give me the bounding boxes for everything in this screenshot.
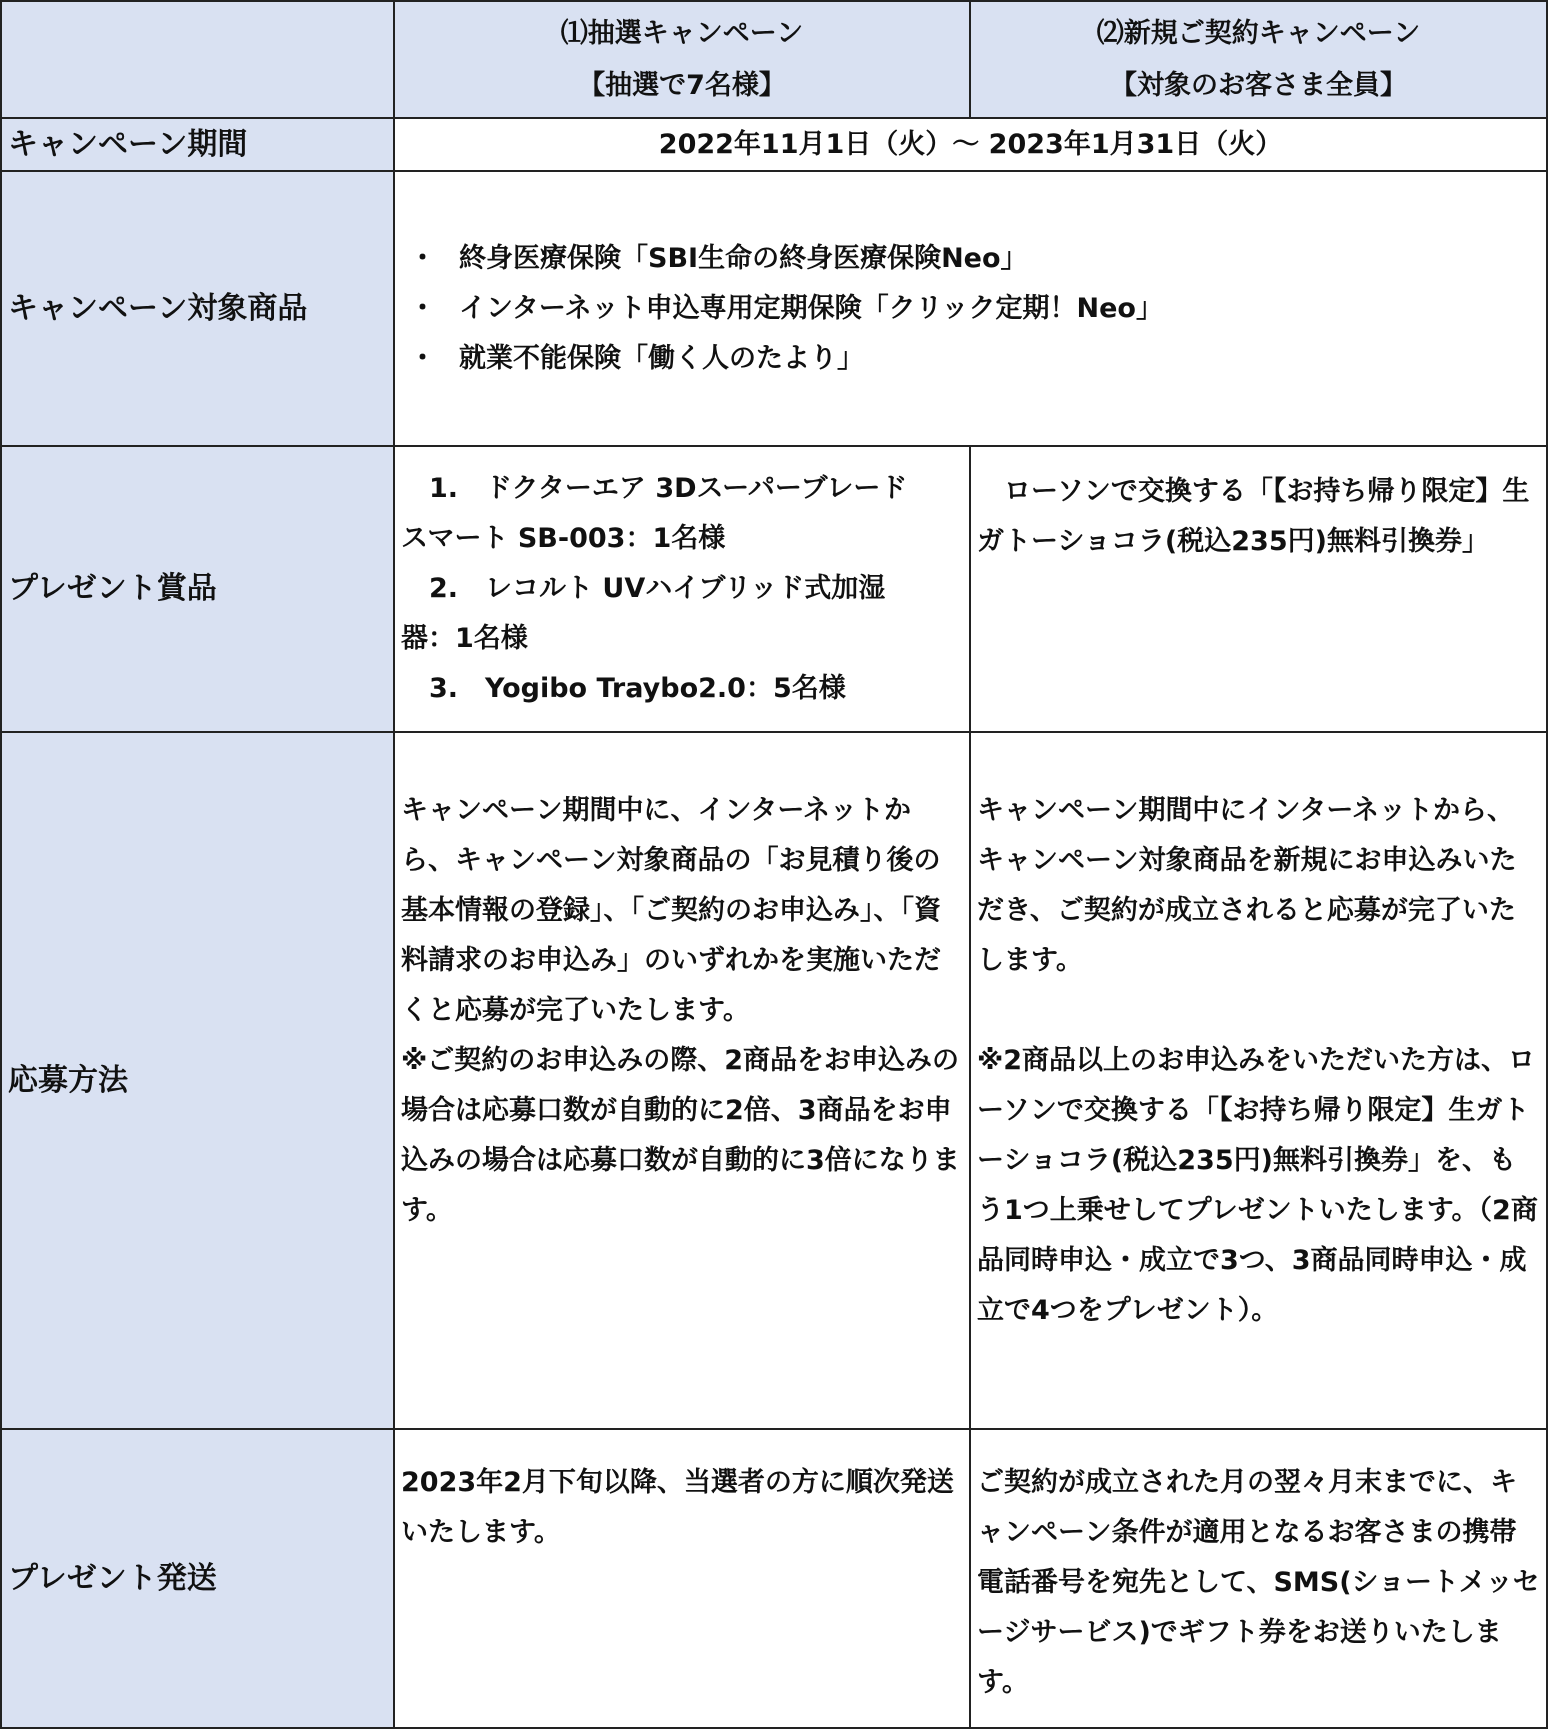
prize-item: 3. Yogibo Traybo2.0：5名様	[429, 673, 846, 704]
period-row	[1, 118, 1547, 171]
shipping-lottery-cell: 2023年2月下旬以降、当選者の方に順次発送いたします。	[394, 1429, 970, 1728]
products-list-item: ・ インターネット申込専用定期保険「クリック定期！Neo」	[409, 292, 1163, 324]
shipping-label: プレゼント発送	[1, 1429, 394, 1728]
products-list-item: ・ 終身医療保険「SBI生命の終身医療保険Neo」	[409, 242, 1028, 274]
entry-row	[1, 732, 1547, 1429]
header-new-contract-subtitle: 【対象のお客さま全員】	[1110, 69, 1407, 101]
prize-item-continued: 器：1名様	[401, 623, 528, 654]
prize-item: 2. レコルト UVハイブリッド式加湿	[429, 573, 886, 604]
header-empty-cell	[1, 1, 394, 118]
prizes-lottery-cell	[394, 446, 970, 732]
header-row	[1, 1, 1547, 118]
header-lottery-title: ⑴抽選キャンペーン	[560, 17, 804, 49]
entry-lottery-cell: キャンペーン期間中に、インターネットから、キャンペーン対象商品の「お見積り後の基本情報の登録」、「ご契約のお申込み」、「資料請求のお申込み」のいずれかを実施いただくと応募が完了いたします。 ※ご契約のお申込みの際、2商品をお申込みの場合は応募口数が自動的に2倍、3商品をお申込みの場合は応募口数が自動的に3倍になります。	[394, 732, 970, 1429]
period-value: 2022年11月1日（火）～ 2023年1月31日（火）	[394, 118, 1547, 171]
shipping-new-contract-cell: ご契約が成立された月の翌々月末までに、キャンペーン条件が適用となるお客さまの携帯電話番号を宛先として、SMS(ショートメッセージサービス)でギフト券をお送りいたします。	[970, 1429, 1547, 1728]
prizes-row	[1, 446, 1547, 732]
prizes-label: プレゼント賞品	[1, 446, 394, 732]
header-new-contract-title: ⑵新規ご契約キャンペーン	[1096, 17, 1421, 49]
products-row	[1, 171, 1547, 446]
prizes-new-contract-cell: ローソンで交換する「【お持ち帰り限定】生ガトーショコラ(税込235円)無料引換券」	[970, 446, 1547, 732]
entry-new-contract-cell: キャンペーン期間中にインターネットから、キャンペーン対象商品を新規にお申込みいただき、ご契約が成立されると応募が完了いたします。 ※2商品以上のお申込みをいただいた方は、ローソンで交換する「【お持ち帰り限定】生ガトーショコラ(税込235円)無料引換券」を、もう1つ上乗せしてプレゼントいたします。（2商品同時申込・成立で3つ、3商品同時申込・成立で4つをプレゼント）。	[970, 732, 1547, 1429]
products-list	[394, 171, 1547, 446]
prize-item: 1. ドクターエア 3Dスーパーブレード	[429, 473, 908, 504]
products-list-item: ・ 就業不能保険「働く人のたより」	[409, 342, 864, 374]
prize-item-continued: スマート SB-003：1名様	[401, 523, 726, 554]
header-lottery-subtitle: 【抽選で7名様】	[578, 69, 786, 101]
products-label: キャンペーン対象商品	[1, 171, 394, 446]
header-new-contract-campaign	[970, 1, 1547, 118]
period-label: キャンペーン期間	[1, 118, 394, 171]
shipping-row	[1, 1429, 1547, 1728]
header-lottery-campaign	[394, 1, 970, 118]
entry-label: 応募方法	[1, 732, 394, 1429]
